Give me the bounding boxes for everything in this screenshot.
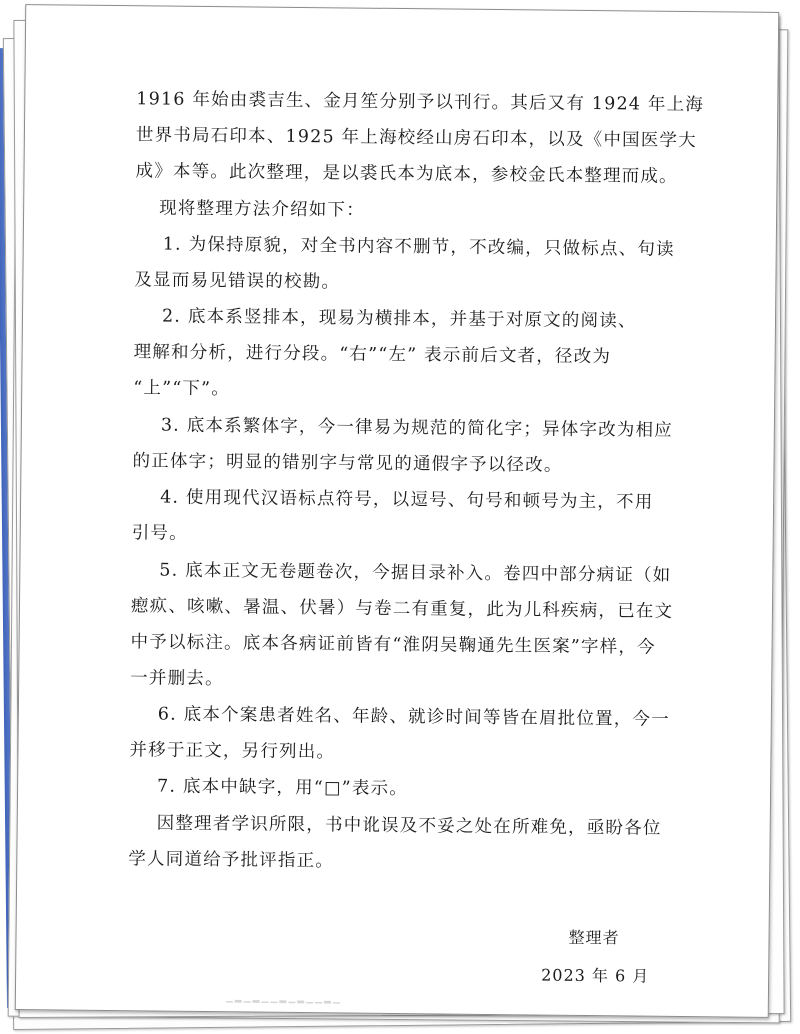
text-line: 1. 为保持原貌，对全书内容不删节，不改编，只做标点、句读 xyxy=(162,234,675,260)
text-line: 并移于正文，另行列出。 xyxy=(129,740,336,763)
text-line: 7. 底本中缺字，用“□”表示。 xyxy=(156,776,409,800)
text-line: 成》本等。此次整理，是以裘氏本为底本，参校金氏本整理而成。 xyxy=(135,161,678,187)
text-line: 因整理者学识所限，书中讹误及不妥之处在所难免，亟盼各位 xyxy=(156,813,662,839)
text-line: 3. 底本系繁体字，今一律易为规范的简化字；异体字改为相应 xyxy=(160,415,674,441)
document-page xyxy=(15,4,779,1018)
text-line: 学人同道给予批评指正。 xyxy=(128,849,335,872)
text-line: 现将整理方法介绍如下： xyxy=(159,198,365,221)
text-line: 6. 底本个案患者姓名、年龄、就诊时间等皆在眉批位置，今一 xyxy=(157,704,670,730)
text-line: 2. 底本系竖排本，现易为横排本，并基于对原文的阅读、 xyxy=(161,306,637,332)
text-line: 一并删去。 xyxy=(130,668,224,690)
bleed-through-text: ▁▂▁▂▁▁▂▁▂▁▁▂▁ xyxy=(225,993,342,1005)
text-line: 的正体字；明显的错别字与常见的通假字予以径改。 xyxy=(132,451,563,476)
text-line: 4. 使用现代汉语标点符号，以逗号、句号和顿号为主，不用 xyxy=(160,487,654,513)
signature-date: 2023 年 6 月 xyxy=(541,965,650,986)
signature-author: 整理者 xyxy=(568,927,620,948)
text-line: 5. 底本正文无卷题卷次，今据目录补入。卷四中部分病证（如 xyxy=(159,560,672,586)
text-line: 引号。 xyxy=(131,523,188,544)
text-line: 瘛疭、咳嗽、暑温、伏暑）与卷二有重复，此为儿科疾病，已在文 xyxy=(130,596,674,622)
text-line: 1916 年始由裘吉生、金月笙分别予以刊行。其后又有 1924 年上海 xyxy=(136,89,705,116)
text-line: 理解和分析，进行分段。“右”“左” 表示前后文者，径改为 xyxy=(133,342,612,368)
text-line: “上”“下”。 xyxy=(133,378,231,400)
text-line: 及显而易见错误的校勘。 xyxy=(134,270,341,293)
text-line: 中予以标注。底本各病证前皆有“淮阴吴鞠通先生医案”字样，今 xyxy=(130,632,656,658)
text-line: 世界书局石印本、1925 年上海校经山房石印本，以及《中国医学大 xyxy=(135,125,697,152)
